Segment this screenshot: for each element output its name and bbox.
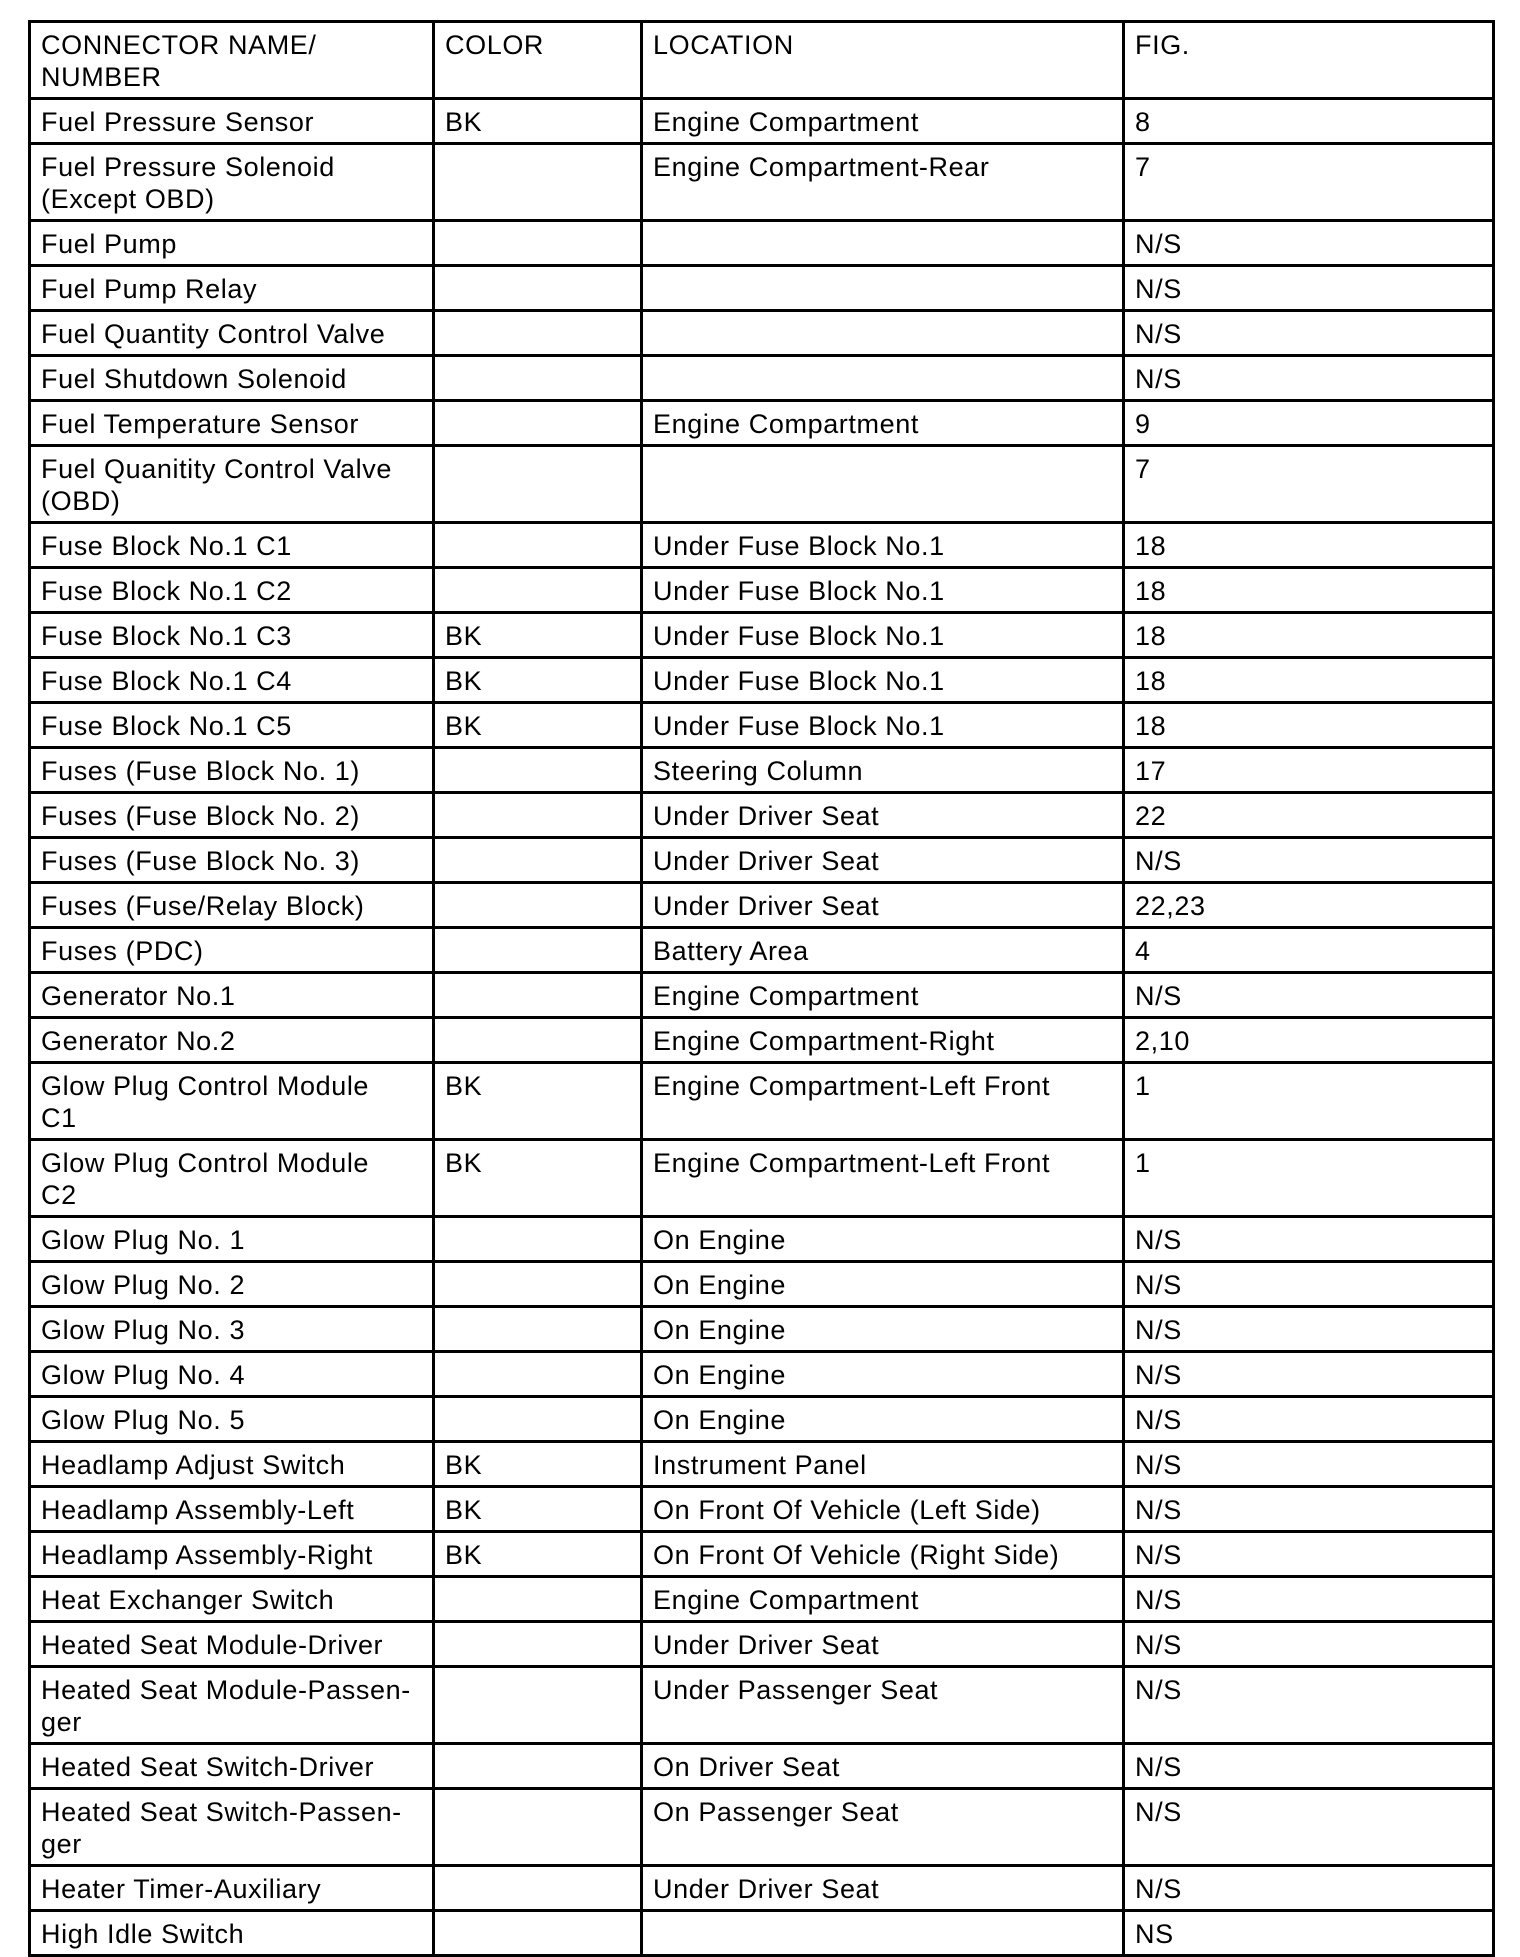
cell-location: Engine Compartment — [642, 1577, 1124, 1622]
cell-location: Battery Area — [642, 928, 1124, 973]
cell-connector-name: Generator No.2 — [30, 1018, 434, 1063]
cell-fig: N/S — [1124, 1789, 1494, 1866]
cell-location: Under Fuse Block No.1 — [642, 523, 1124, 568]
table-row — [30, 568, 1494, 613]
table-row — [30, 613, 1494, 658]
cell-connector-name: Headlamp Assembly-Left — [30, 1487, 434, 1532]
cell-location: Under Fuse Block No.1 — [642, 658, 1124, 703]
table-row — [30, 928, 1494, 973]
cell-color: BK — [434, 1442, 642, 1487]
table-body — [30, 99, 1494, 1956]
cell-color — [434, 144, 642, 221]
cell-location: On Engine — [642, 1262, 1124, 1307]
cell-connector-name: Fuses (Fuse Block No. 3) — [30, 838, 434, 883]
cell-color — [434, 401, 642, 446]
table-row — [30, 1532, 1494, 1577]
cell-color — [434, 1744, 642, 1789]
cell-fig: N/S — [1124, 1532, 1494, 1577]
cell-fig: N/S — [1124, 1307, 1494, 1352]
cell-fig: 7 — [1124, 446, 1494, 523]
header-connector-name: CONNECTOR NAME/ NUMBER — [30, 22, 434, 99]
cell-color — [434, 568, 642, 613]
cell-location: Engine Compartment-Right — [642, 1018, 1124, 1063]
cell-connector-name: Fuel Pump Relay — [30, 266, 434, 311]
table-row — [30, 973, 1494, 1018]
table-row — [30, 446, 1494, 523]
cell-connector-name: Heated Seat Module-Driver — [30, 1622, 434, 1667]
cell-location: Under Driver Seat — [642, 793, 1124, 838]
cell-connector-name: High Idle Switch — [30, 1911, 434, 1956]
cell-fig: 7 — [1124, 144, 1494, 221]
cell-color — [434, 446, 642, 523]
table-row — [30, 1018, 1494, 1063]
cell-location — [642, 1911, 1124, 1956]
cell-fig: N/S — [1124, 838, 1494, 883]
cell-connector-name: Heated Seat Module-Passen- ger — [30, 1667, 434, 1744]
cell-color — [434, 793, 642, 838]
cell-connector-name: Fuel Quantity Control Valve — [30, 311, 434, 356]
cell-fig: 22 — [1124, 793, 1494, 838]
cell-fig: 8 — [1124, 99, 1494, 144]
cell-connector-name: Heated Seat Switch-Driver — [30, 1744, 434, 1789]
cell-location: On Engine — [642, 1397, 1124, 1442]
cell-color — [434, 1217, 642, 1262]
table-row — [30, 99, 1494, 144]
table-row — [30, 1352, 1494, 1397]
cell-connector-name: Fuel Shutdown Solenoid — [30, 356, 434, 401]
header-fig: FIG. — [1124, 22, 1494, 99]
cell-fig: N/S — [1124, 1622, 1494, 1667]
table-row — [30, 1667, 1494, 1744]
table-row — [30, 1744, 1494, 1789]
cell-color: BK — [434, 613, 642, 658]
cell-fig: N/S — [1124, 1667, 1494, 1744]
table-row — [30, 658, 1494, 703]
table-row — [30, 1262, 1494, 1307]
cell-location: Engine Compartment — [642, 973, 1124, 1018]
header-color: COLOR — [434, 22, 642, 99]
table-row — [30, 144, 1494, 221]
cell-color: BK — [434, 99, 642, 144]
cell-location — [642, 356, 1124, 401]
cell-fig: N/S — [1124, 221, 1494, 266]
cell-color — [434, 1262, 642, 1307]
cell-fig: 22,23 — [1124, 883, 1494, 928]
table-row — [30, 1397, 1494, 1442]
table-row — [30, 266, 1494, 311]
cell-location: Under Fuse Block No.1 — [642, 568, 1124, 613]
cell-location: Under Fuse Block No.1 — [642, 613, 1124, 658]
table-row — [30, 356, 1494, 401]
cell-connector-name: Fuel Pump — [30, 221, 434, 266]
cell-color — [434, 1577, 642, 1622]
table-row — [30, 1577, 1494, 1622]
cell-color — [434, 973, 642, 1018]
cell-connector-name: Fuel Temperature Sensor — [30, 401, 434, 446]
table-header — [30, 22, 1494, 99]
cell-fig: 2,10 — [1124, 1018, 1494, 1063]
table-row — [30, 1063, 1494, 1140]
cell-connector-name: Glow Plug No. 2 — [30, 1262, 434, 1307]
cell-location: Steering Column — [642, 748, 1124, 793]
cell-location: On Front Of Vehicle (Right Side) — [642, 1532, 1124, 1577]
cell-location — [642, 446, 1124, 523]
cell-location: Under Driver Seat — [642, 883, 1124, 928]
table-row — [30, 1622, 1494, 1667]
cell-color — [434, 266, 642, 311]
table-row — [30, 1487, 1494, 1532]
cell-connector-name: Headlamp Adjust Switch — [30, 1442, 434, 1487]
cell-connector-name: Fuse Block No.1 C4 — [30, 658, 434, 703]
cell-connector-name: Headlamp Assembly-Right — [30, 1532, 434, 1577]
cell-location: Under Driver Seat — [642, 1866, 1124, 1911]
cell-fig: N/S — [1124, 1866, 1494, 1911]
cell-color — [434, 1307, 642, 1352]
table-row — [30, 748, 1494, 793]
cell-location: Engine Compartment — [642, 401, 1124, 446]
cell-location — [642, 311, 1124, 356]
cell-connector-name: Fuses (PDC) — [30, 928, 434, 973]
cell-location: Under Driver Seat — [642, 1622, 1124, 1667]
cell-location: On Engine — [642, 1217, 1124, 1262]
cell-location — [642, 221, 1124, 266]
cell-connector-name: Fuse Block No.1 C2 — [30, 568, 434, 613]
cell-color: BK — [434, 703, 642, 748]
cell-location: Under Passenger Seat — [642, 1667, 1124, 1744]
table-row — [30, 1442, 1494, 1487]
cell-connector-name: Glow Plug Control Module C1 — [30, 1063, 434, 1140]
cell-fig: 17 — [1124, 748, 1494, 793]
table-row — [30, 838, 1494, 883]
cell-connector-name: Glow Plug No. 4 — [30, 1352, 434, 1397]
cell-location: On Front Of Vehicle (Left Side) — [642, 1487, 1124, 1532]
table-row — [30, 523, 1494, 568]
cell-connector-name: Heat Exchanger Switch — [30, 1577, 434, 1622]
cell-location: Under Driver Seat — [642, 838, 1124, 883]
cell-location: Engine Compartment-Rear — [642, 144, 1124, 221]
cell-fig: N/S — [1124, 1744, 1494, 1789]
table-row — [30, 1911, 1494, 1956]
cell-color: BK — [434, 1532, 642, 1577]
cell-connector-name: Fuse Block No.1 C1 — [30, 523, 434, 568]
cell-fig: N/S — [1124, 311, 1494, 356]
cell-color: BK — [434, 1140, 642, 1217]
cell-location: Instrument Panel — [642, 1442, 1124, 1487]
cell-fig: N/S — [1124, 973, 1494, 1018]
cell-location — [642, 266, 1124, 311]
cell-connector-name: Fuse Block No.1 C5 — [30, 703, 434, 748]
cell-location: Under Fuse Block No.1 — [642, 703, 1124, 748]
table-row — [30, 1307, 1494, 1352]
cell-color — [434, 928, 642, 973]
cell-connector-name: Fuses (Fuse/Relay Block) — [30, 883, 434, 928]
cell-connector-name: Glow Plug No. 3 — [30, 1307, 434, 1352]
cell-connector-name: Glow Plug No. 1 — [30, 1217, 434, 1262]
cell-fig: N/S — [1124, 1397, 1494, 1442]
cell-color — [434, 838, 642, 883]
cell-fig: 18 — [1124, 568, 1494, 613]
header-location: LOCATION — [642, 22, 1124, 99]
cell-location: Engine Compartment-Left Front — [642, 1063, 1124, 1140]
cell-color — [434, 883, 642, 928]
table-row — [30, 793, 1494, 838]
cell-color — [434, 1789, 642, 1866]
cell-color — [434, 1397, 642, 1442]
cell-color — [434, 1352, 642, 1397]
cell-connector-name: Fuses (Fuse Block No. 1) — [30, 748, 434, 793]
header-row — [30, 22, 1494, 99]
cell-fig: 18 — [1124, 523, 1494, 568]
cell-color — [434, 1018, 642, 1063]
cell-color — [434, 523, 642, 568]
cell-location: On Engine — [642, 1307, 1124, 1352]
cell-location: On Driver Seat — [642, 1744, 1124, 1789]
cell-fig: 18 — [1124, 703, 1494, 748]
cell-connector-name: Fuel Pressure Solenoid (Except OBD) — [30, 144, 434, 221]
cell-connector-name: Heated Seat Switch-Passen- ger — [30, 1789, 434, 1866]
cell-location: Engine Compartment — [642, 99, 1124, 144]
cell-color — [434, 1866, 642, 1911]
cell-color: BK — [434, 1487, 642, 1532]
table-row — [30, 883, 1494, 928]
cell-location: On Passenger Seat — [642, 1789, 1124, 1866]
table-row — [30, 1140, 1494, 1217]
table-row — [30, 1866, 1494, 1911]
cell-fig: N/S — [1124, 1577, 1494, 1622]
connector-location-table — [28, 20, 1495, 1957]
cell-fig: N/S — [1124, 1442, 1494, 1487]
table-row — [30, 221, 1494, 266]
cell-color — [434, 1622, 642, 1667]
cell-connector-name: Heater Timer-Auxiliary — [30, 1866, 434, 1911]
cell-location: On Engine — [642, 1352, 1124, 1397]
table-row — [30, 401, 1494, 446]
cell-fig: 9 — [1124, 401, 1494, 446]
cell-color: BK — [434, 1063, 642, 1140]
cell-color — [434, 311, 642, 356]
table-row — [30, 1789, 1494, 1866]
table-row — [30, 1217, 1494, 1262]
cell-fig: 1 — [1124, 1063, 1494, 1140]
cell-fig: N/S — [1124, 1487, 1494, 1532]
cell-connector-name: Fuse Block No.1 C3 — [30, 613, 434, 658]
cell-location: Engine Compartment-Left Front — [642, 1140, 1124, 1217]
table-row — [30, 311, 1494, 356]
cell-fig: 18 — [1124, 658, 1494, 703]
cell-connector-name: Generator No.1 — [30, 973, 434, 1018]
cell-fig: N/S — [1124, 266, 1494, 311]
cell-connector-name: Fuses (Fuse Block No. 2) — [30, 793, 434, 838]
cell-connector-name: Fuel Quanitity Control Valve (OBD) — [30, 446, 434, 523]
cell-color — [434, 748, 642, 793]
cell-color — [434, 1911, 642, 1956]
cell-connector-name: Fuel Pressure Sensor — [30, 99, 434, 144]
cell-fig: N/S — [1124, 1262, 1494, 1307]
cell-connector-name: Glow Plug Control Module C2 — [30, 1140, 434, 1217]
cell-fig: 1 — [1124, 1140, 1494, 1217]
cell-color: BK — [434, 658, 642, 703]
table-row — [30, 703, 1494, 748]
cell-fig: N/S — [1124, 1217, 1494, 1262]
cell-fig: N/S — [1124, 1352, 1494, 1397]
cell-color — [434, 221, 642, 266]
cell-fig: 18 — [1124, 613, 1494, 658]
cell-fig: NS — [1124, 1911, 1494, 1956]
cell-color — [434, 356, 642, 401]
cell-fig: N/S — [1124, 356, 1494, 401]
cell-color — [434, 1667, 642, 1744]
cell-fig: 4 — [1124, 928, 1494, 973]
cell-connector-name: Glow Plug No. 5 — [30, 1397, 434, 1442]
